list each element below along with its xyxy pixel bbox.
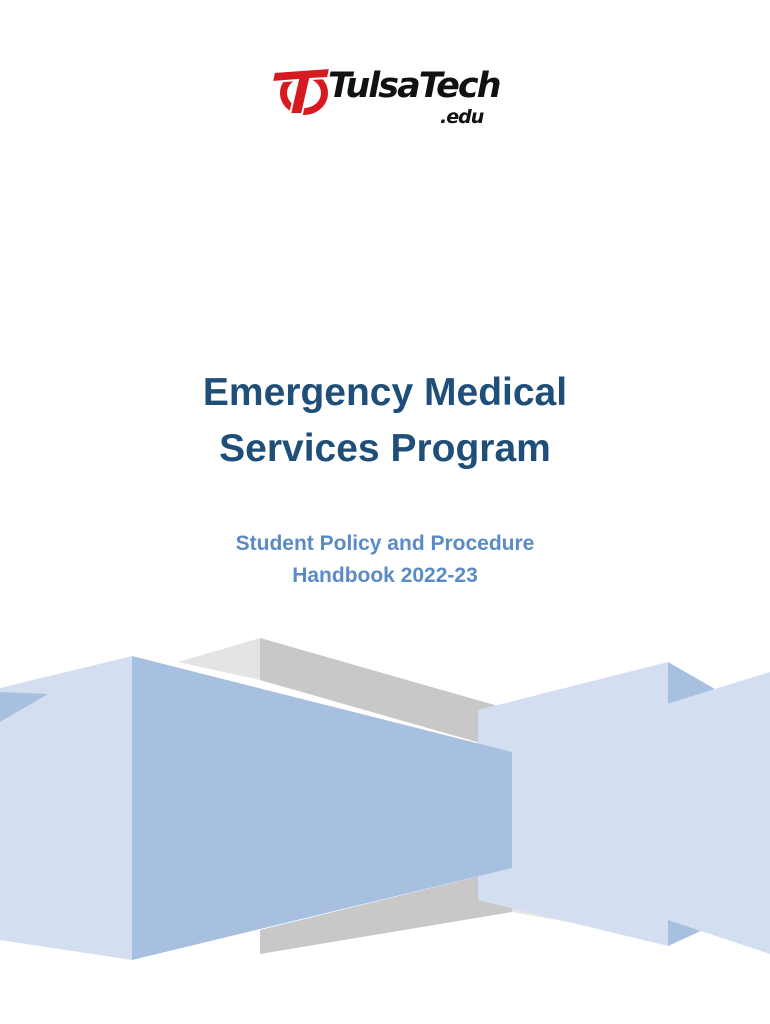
document-title — [0, 365, 770, 477]
tulsatech-logo — [272, 58, 502, 140]
subtitle-line-2: Handbook 2022-23 — [292, 564, 478, 587]
logo-domain-suffix: .edu — [440, 106, 484, 128]
tulsatech-t-mark-icon — [272, 64, 332, 118]
cover-decoration-graphic — [0, 630, 770, 970]
title-line-2: Services Program — [219, 427, 551, 470]
logo-wordmark: TulsaTech — [328, 66, 500, 106]
title-line-1: Emergency Medical — [202, 371, 568, 414]
document-subtitle — [0, 528, 770, 592]
subtitle-line-1: Student Policy and Procedure — [235, 532, 535, 555]
